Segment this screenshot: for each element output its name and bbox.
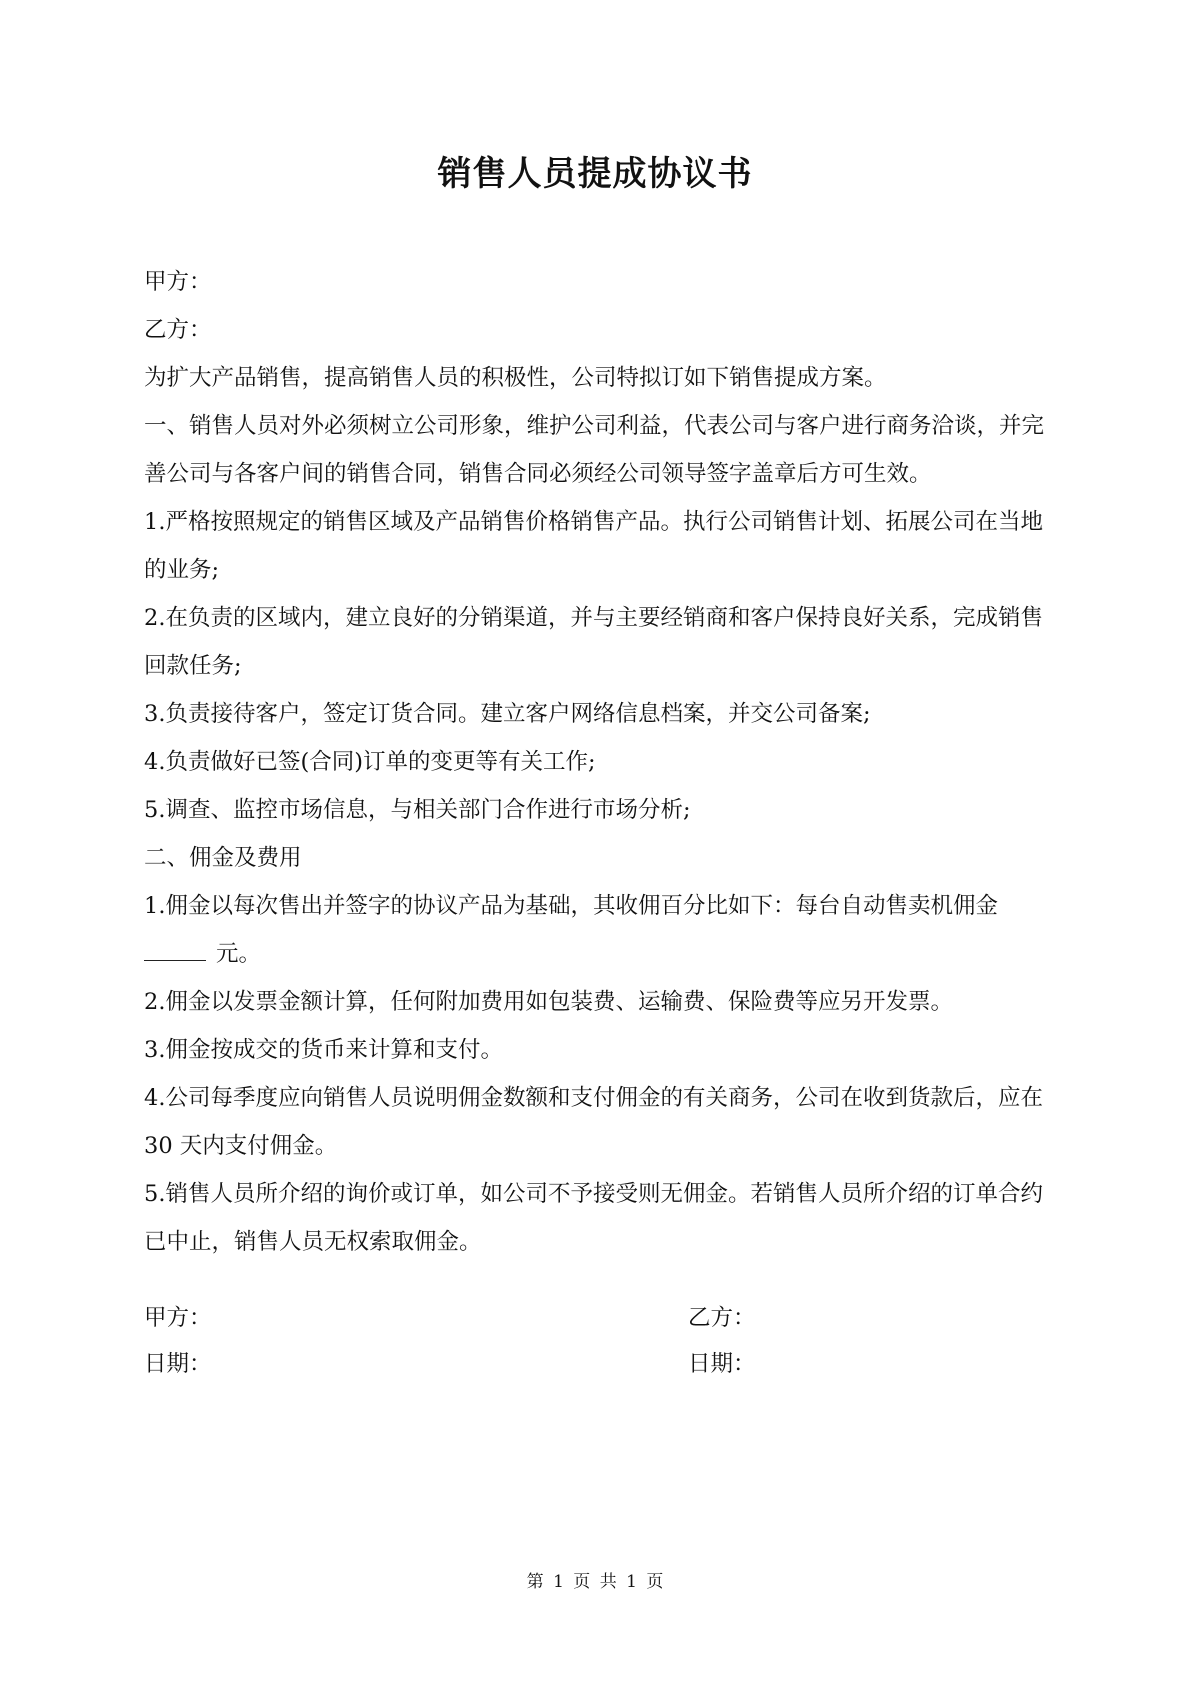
commission-item-4: 4.公司每季度应向销售人员说明佣金数额和支付佣金的有关商务，公司在收到货款后，应在 30 天内支付佣金。 bbox=[144, 1085, 1043, 1159]
party-a-line: 甲方： bbox=[144, 269, 212, 295]
commission-item-3: 3.佣金按成交的货币来计算和支付。 bbox=[144, 1037, 503, 1063]
party-b-line: 乙方： bbox=[144, 317, 212, 343]
commission-item-2: 2.佣金以发票金额计算，任何附加费用如包装费、运输费、保险费等应另开发票。 bbox=[144, 989, 953, 1015]
signature-party-b: 乙方： bbox=[688, 1305, 756, 1331]
signature-date-a: 日期： bbox=[144, 1351, 212, 1377]
section-one-paragraph: 一、销售人员对外必须树立公司形象，维护公司利益，代表公司与客户进行商务洽谈，并完善公司与各客户间的销售合同，销售合同必须经公司领导签字盖章后方可生效。 bbox=[144, 413, 1045, 487]
page-footer: 第 1 页 共 1 页 bbox=[526, 1572, 664, 1592]
section-two-heading: 二、佣金及费用 bbox=[144, 845, 302, 871]
intro-paragraph: 为扩大产品销售，提高销售人员的积极性，公司特拟订如下销售提成方案。 bbox=[144, 365, 887, 391]
commission-item-5: 5.销售人员所介绍的询价或订单，如公司不予接受则无佣金。若销售人员所介绍的订单合约已中止，销售人员无权索取佣金。 bbox=[144, 1181, 1043, 1255]
commission-amount-blank bbox=[144, 934, 206, 961]
duty-item-5: 5.调查、监控市场信息，与相关部门合作进行市场分析; bbox=[144, 797, 691, 823]
document-title: 销售人员提成协议书 bbox=[437, 154, 753, 194]
duty-item-1: 1.严格按照规定的销售区域及产品销售价格销售产品。执行公司销售计划、拓展公司在当地的业务; bbox=[144, 509, 1043, 583]
commission-item-1-text: 1.佣金以每次售出并签字的协议产品为基础，其收佣百分比如下：每台自动售卖机佣金 bbox=[144, 893, 998, 919]
duty-item-2: 2.在负责的区域内，建立良好的分销渠道，并与主要经销商和客户保持良好关系，完成销售回款任务; bbox=[144, 605, 1043, 679]
signature-date-b: 日期： bbox=[688, 1351, 756, 1377]
commission-item-1 bbox=[144, 882, 1064, 978]
duty-item-3: 3.负责接待客户，签定订货合同。建立客户网络信息档案，并交公司备案; bbox=[144, 701, 871, 727]
duty-item-4: 4.负责做好已签(合同)订单的变更等有关工作; bbox=[144, 749, 596, 775]
document-body bbox=[144, 258, 1064, 1266]
signature-party-a: 甲方： bbox=[144, 1305, 212, 1331]
commission-unit: 元。 bbox=[216, 941, 262, 967]
